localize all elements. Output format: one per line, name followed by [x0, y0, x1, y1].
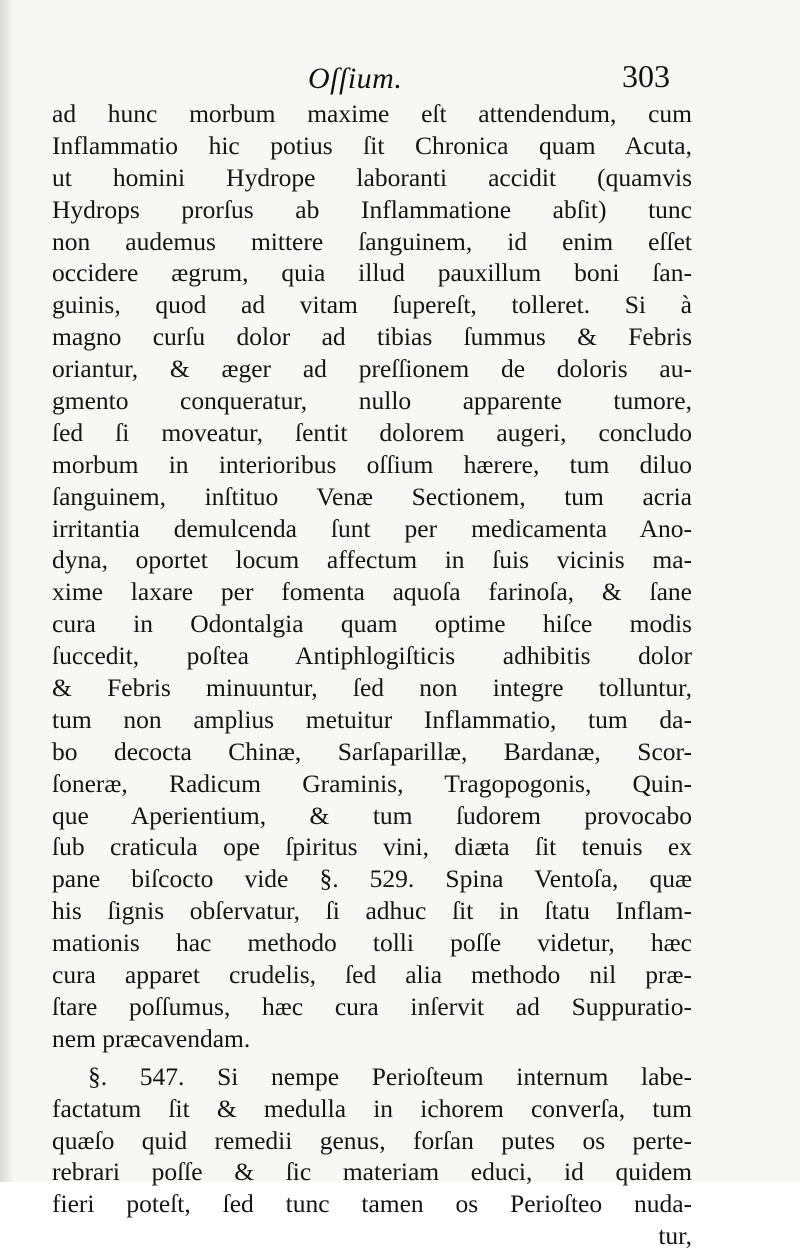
text-line: fieri poteſt, ſed tunc tamen os Perioſteo nuda-: [52, 1189, 692, 1219]
text-line: oriantur, & æger ad preſſionem de doloris au-: [52, 354, 692, 384]
body-text: [52, 98, 692, 1252]
text-line: rebrari poſſe & ſic materiam educi, id quidem: [52, 1157, 692, 1187]
text-line: ſuccedit, poſtea Antiphlogiſticis adhibitis dolor: [52, 641, 692, 671]
text-line: ut homini Hydrope laboranti accidit (quamvis: [52, 162, 692, 192]
text-line: non audemus mittere ſanguinem, id enim eſſet: [52, 226, 692, 256]
text-line: his ſignis obſervatur, ſi adhuc ſit in ſtatu Inflam-: [52, 896, 692, 926]
text-line: & Febris minuuntur, ſed non integre tolluntur,: [52, 673, 692, 703]
text-line: factatum ſit & medulla in ichorem converſa, tum: [52, 1093, 692, 1123]
text-line: que Aperientium, & tum ſudorem provocabo: [52, 800, 692, 830]
paragraph-end-line: nem præcavendam.: [52, 1023, 251, 1053]
text-line: ſub craticula ope ſpiritus vini, diæta ſit tenuis ex: [52, 832, 692, 862]
text-line: ſtare poſſumus, hæc cura inſervit ad Suppuratio-: [52, 991, 692, 1021]
text-line: xime laxare per fomenta aquoſa farinoſa, & ſane: [52, 577, 692, 607]
text-line: mationis hac methodo tolli poſſe videtur, hæc: [52, 928, 692, 958]
text-line: ſed ſi moveatur, ſentit dolorem augeri, concludo: [52, 417, 692, 447]
page-edge-shadow: [0, 0, 14, 1182]
text-line: magno curſu dolor ad tibias ſummus & Febris: [52, 322, 692, 352]
running-head: Oſſium.: [308, 62, 403, 95]
text-line: tum non amplius metuitur Inflammatio, tum da-: [52, 704, 692, 734]
text-line: pane biſcocto vide §. 529. Spina Ventoſa, quæ: [52, 864, 692, 894]
text-line: ſanguinem, inſtituo Venæ Sectionem, tum acria: [52, 481, 692, 511]
text-line: dyna, oportet locum affectum in ſuis vicinis ma-: [52, 545, 692, 575]
page-number: 303: [622, 58, 670, 94]
text-line: gmento conqueratur, nullo apparente tumore,: [52, 386, 692, 416]
text-line: irritantia demulcenda ſunt per medicamenta Ano-: [52, 513, 692, 543]
text-line: quæſo quid remedii genus, forſan putes os perte-: [52, 1125, 692, 1155]
text-line: occidere ægrum, quia illud pauxillum boni ſan-: [52, 258, 692, 288]
text-line-continuation: tur,: [658, 1221, 692, 1251]
text-line: cura in Odontalgia quam optime hiſce modis: [52, 609, 692, 639]
section-547-start-line: §. 547. Si nempe Perioſteum internum labe-: [88, 1061, 692, 1091]
text-line: ad hunc morbum maxime eſt attendendum, cum: [52, 99, 692, 128]
text-line: ſoneræ, Radicum Graminis, Tragopogonis, Quin-: [52, 768, 692, 798]
text-line: guinis, quod ad vitam ſupereſt, tolleret. Si à: [52, 290, 692, 320]
text-line: Inflammatio hic potius ſit Chronica quam Acuta,: [52, 130, 692, 160]
text-line: bo decocta Chinæ, Sarſaparillæ, Bardanæ, Scor-: [52, 736, 692, 766]
text-line: Hydrops prorſus ab Inflammatione abſit) tunc: [52, 194, 692, 224]
text-line: cura apparet crudelis, ſed alia methodo nil præ-: [52, 960, 692, 990]
text-line: morbum in interioribus oſſium hærere, tum diluo: [52, 449, 692, 479]
